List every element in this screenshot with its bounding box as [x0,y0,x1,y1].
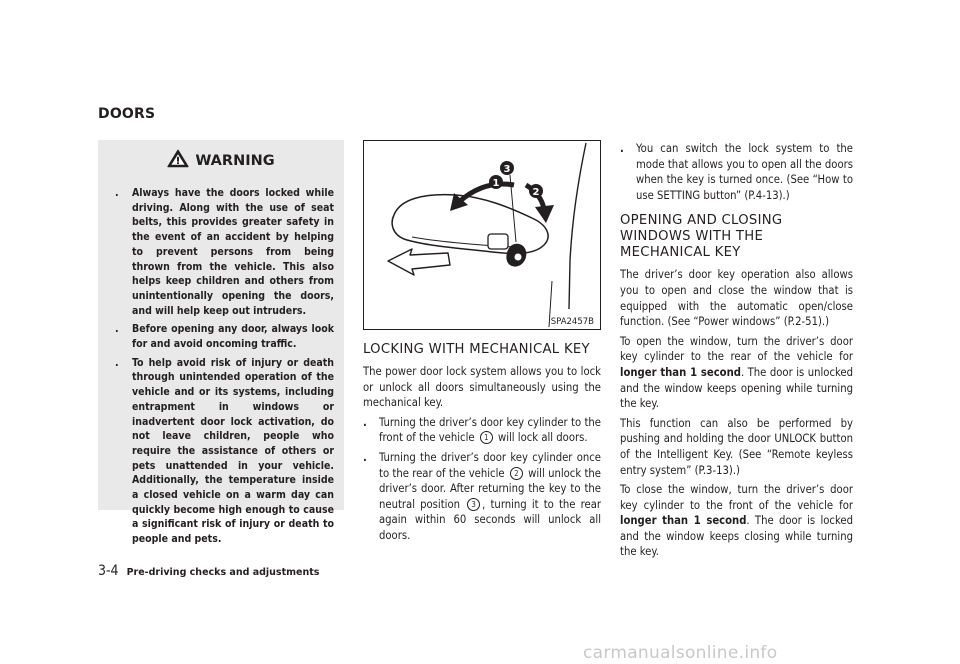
warning-header [98,149,344,172]
warning-list [98,186,344,547]
warning-text: Before opening any door, always look for and avoid oncoming traffic. [132,323,334,351]
callout-3-icon: 3 [467,498,480,511]
list-item: . You can switch the lock system to the mode that allows you to open all the doors when the key is turned once. (See “How to use SETTING button” (P.4-13).) [620,142,853,202]
front-arrow-icon [388,249,450,275]
windows-p1: The driver’s door key operation also allows you to open and close the window that is equipped with the automatic open/close function. (See “Power windows” (P.2-51).) [620,268,853,329]
warning-triangle-icon [167,149,189,172]
locking-intro: The power door lock system allows you to lock or unlock all doors simultaneously using the mechanical key. [363,365,601,410]
chapter-title: Pre-driving checks and adjustments [126,567,320,578]
bullet: . [115,187,119,199]
list-item: . Turning the driver’s door key cylinder to the front of the vehicle 1 will lock all doors. [363,415,601,445]
door-handle-illustration [364,141,600,329]
locking-heading: LOCKING WITH MECHANICAL KEY [363,342,590,357]
callout-1-icon: 1 [480,431,493,444]
windows-p3: This function can also be performed by pushing and holding the door UNLOCK button of the Intelligent Key. (See “Remote keyless entry system” (P.3-13).) [620,416,853,477]
list-item [115,322,334,351]
locking-list [363,415,601,544]
callout-3-label: 3 [503,164,511,175]
bullet: . [115,356,119,369]
windows-p2: To open the window, turn the driver’s door key cylinder to the rear of the vehicle for longer than 1 second. The door is unlocked and the window keeps opening while turning the key. [620,334,853,411]
bullet: . [363,450,367,464]
warning-box [98,140,344,546]
door-key-figure [363,140,601,330]
windows-p4: To close the window, turn the driver’s door key cylinder to the front of the vehicle for longer than 1 second. The door is locked and the window keeps closing while turning the key. [620,483,853,559]
figure-code: SPA2457B [550,317,594,327]
locking-section [363,342,601,548]
warning-text: Always have the doors locked while driving. Along with the use of seat belts, this provides greater safety in the event of an accident by helping to prevent persons from being thrown from the vehicle. This also helps keep children and others from unintentionally opening the doors, and will help keep out intruders. [132,187,334,317]
watermark: carmanualsonline.info [583,643,778,663]
page-number: 3-4 [98,563,119,579]
callout-2-icon: 2 [510,467,523,480]
bullet: . [363,415,367,429]
callout-2-label: 2 [532,187,540,198]
callout-1-label: 1 [492,178,500,189]
windows-section [620,141,853,564]
list-item [115,186,334,318]
list-item [115,356,334,547]
bullet: . [620,142,624,155]
locking-list-cont [620,141,853,203]
bullet: . [115,323,119,336]
windows-heading: OPENING AND CLOSING WINDOWS WITH THE MECHANICAL KEY [620,213,783,261]
section-title: DOORS [98,106,156,122]
page-footer [98,563,319,579]
list-item: . Turning the driver’s door key cylinder once to the rear of the vehicle 2 will unlock the driver’s door. After returning the key to the neutral position 3 , turning it to the rear again within 60 seconds will unlock all doors. [363,450,601,542]
warning-text: To help avoid risk of injury or death through unintended operation of the vehicle and or its systems, including entrapment in windows or inadvertent door lock activation, do not leave children, people who require the assistance of others or pets unattended in your vehicle. Additionally, the temperature inside a closed vehicle on a warm day can quickly become high enough to cause a significant risk of injury or death to people and pets. [132,356,334,546]
warning-title: WARNING [195,152,275,169]
